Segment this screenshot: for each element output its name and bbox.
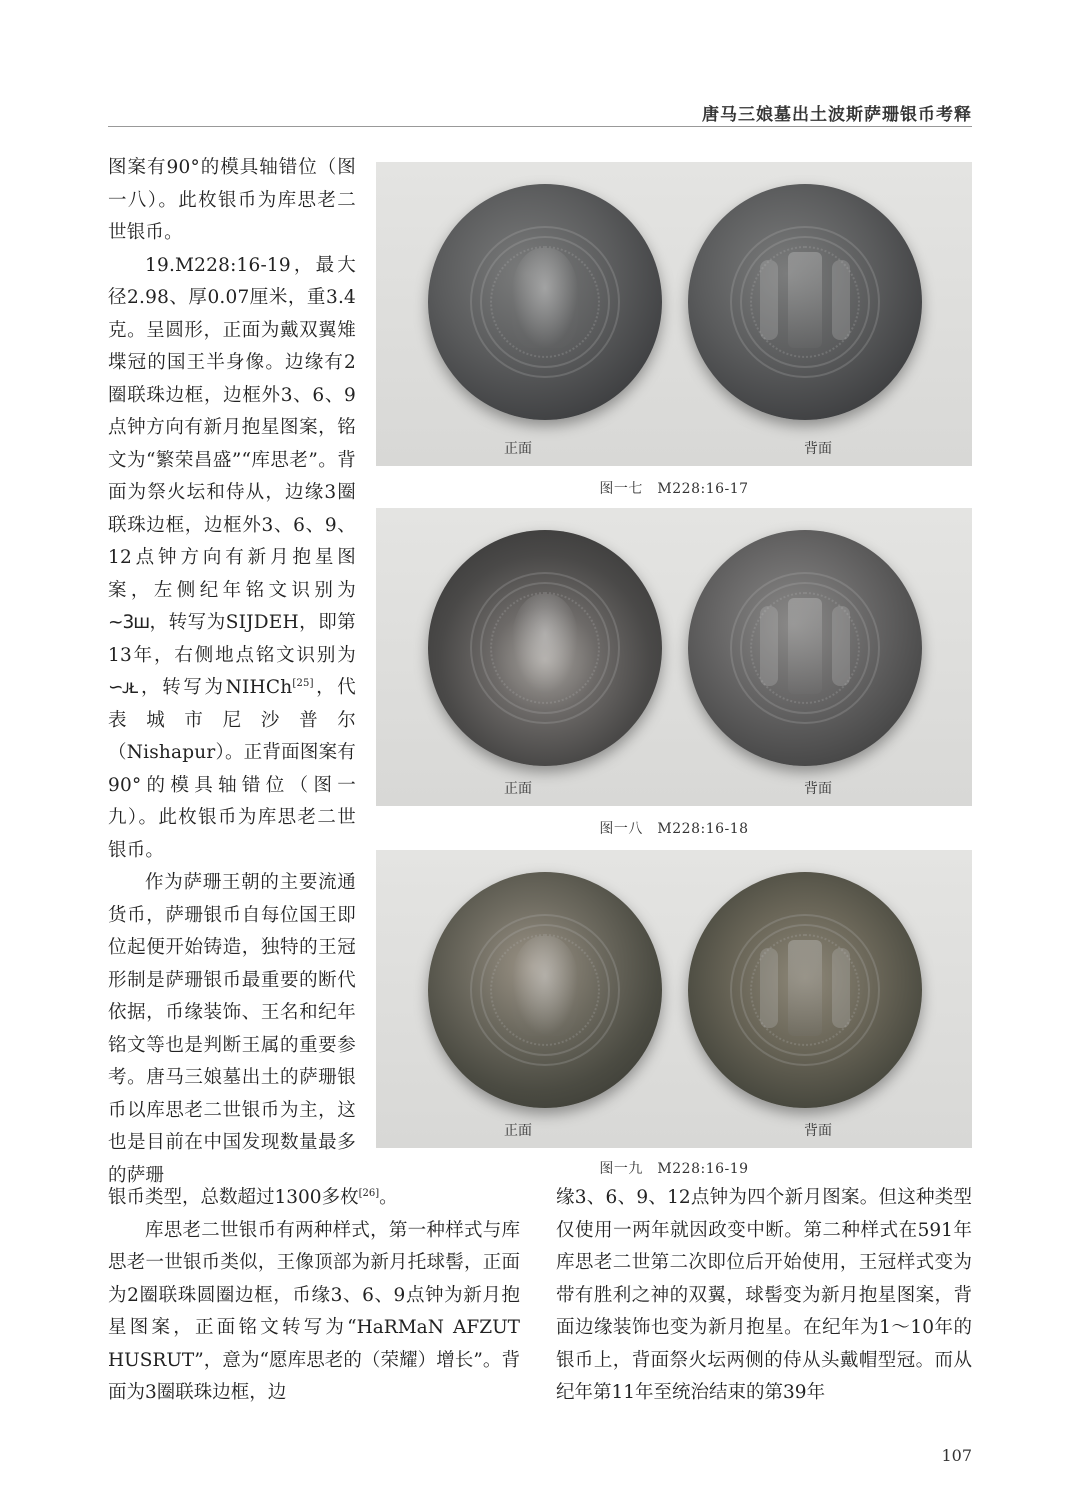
coin-19-text-d: ，代表城市尼沙普尔（Nishapur）。正背面图案有90°的模具轴错位（图一九）。此枚银币为库思老二世银币。 bbox=[108, 677, 356, 861]
footnote-ref: [26] bbox=[358, 1187, 380, 1199]
coin-obverse-image bbox=[428, 872, 662, 1108]
figure-17-caption: 图一七 M228:16-17 bbox=[599, 481, 749, 497]
footnote-ref: [25] bbox=[292, 677, 314, 689]
coin-19-text-a: 19.M228:16-19，最大径2.98、厚0.07厘米，重3.4克。呈圆形，正面为戴双翼雉堞冠的国王半身像。边缘有2圈联珠边框，边框外3、6、9点钟方向有新月抱星图案，铭文为“繁荣昌盛”“库思老”。背面为祭火坛和侍从，边缘3圈联珠边框，边框外3、6、9、12点钟方向有新月抱星图案，左侧纪年铭文识别为 bbox=[108, 254, 356, 601]
obverse-label: 正面 bbox=[504, 441, 532, 457]
paragraph-two-styles: 库思老二世银币有两种样式，第一种样式与库思老一世银币类似，王像顶部为新月托球髻，正面为2圈联珠圆圈边框，币缘3、6、9点钟为新月抱星图案，正面铭文转写为“HaRMaN AFZUT HUSRUT”，意为“愿库思老的（荣耀）增长”。背面为3圈联珠边框，边 bbox=[108, 1219, 520, 1403]
reverse-label: 背面 bbox=[804, 1123, 832, 1139]
paragraph-currency: 作为萨珊王朝的主要流通货币，萨珊银币自每位国王即位起便开始铸造，独特的王冠形制是萨珊银币最重要的断代依据，币缘装饰、王名和纪年铭文等也是判断王属的重要参考。唐马三娘墓出土的萨珊银币以库思老二世银币为主，这也是目前在中国发现数量最多的萨珊 bbox=[108, 872, 356, 1186]
running-title: 唐马三娘墓出土波斯萨珊银币考释 bbox=[702, 105, 972, 125]
figure-19-plate bbox=[376, 850, 972, 1148]
paragraph-two-styles-cont: 缘3、6、9、12点钟为四个新月图案。但这种类型仅使用一两年就因政变中断。第二种样式在591年库思老二世第二次即位后开始使用，王冠样式变为带有胜利之神的双翼，球髻变为新月抱星图案，背面边缘装饰也变为新月抱星。在纪年为1～10年的银币上，背面祭火坛两侧的侍从头戴帽型冠。而从纪年第11年至统治结束的第39年 bbox=[556, 1187, 972, 1403]
figure-18-caption: 图一八 M228:16-18 bbox=[599, 821, 749, 837]
paragraph-coin-19 bbox=[108, 250, 356, 868]
paragraph-continuation: 图案有90°的模具轴错位（图一八）。此枚银币为库思老二世银币。 bbox=[108, 157, 356, 243]
currency-end-period: 。 bbox=[379, 1187, 398, 1208]
paragraph-currency-end bbox=[108, 1182, 520, 1215]
bottom-right-column bbox=[556, 1182, 972, 1410]
coin-19-text-c: ，转写为NIHCh bbox=[138, 677, 293, 698]
figure-19-caption: 图一九 M228:16-19 bbox=[599, 1161, 749, 1177]
obverse-label: 正面 bbox=[504, 1123, 532, 1139]
coin-reverse-image bbox=[688, 872, 922, 1108]
coin-19-text-b: ，转写为SIJDEH，即第13年，右侧地点铭文识别为 bbox=[108, 612, 356, 666]
page-number: 107 bbox=[941, 1446, 972, 1465]
mint-inscription-glyph: ∽ᴊᴌ bbox=[108, 677, 139, 698]
coin-reverse-image bbox=[688, 530, 922, 766]
coin-reverse-image bbox=[688, 184, 922, 420]
currency-end-text: 银币类型，总数超过1300多枚 bbox=[108, 1187, 359, 1208]
coin-obverse-image bbox=[428, 184, 662, 420]
obverse-label: 正面 bbox=[504, 781, 532, 797]
figure-18-plate bbox=[376, 508, 972, 806]
left-text-column bbox=[108, 152, 356, 1192]
reverse-label: 背面 bbox=[804, 441, 832, 457]
figure-17-plate bbox=[376, 162, 972, 466]
reverse-label: 背面 bbox=[804, 781, 832, 797]
year-inscription-glyph: ~3ш bbox=[108, 612, 150, 633]
bottom-left-column bbox=[108, 1182, 520, 1410]
header-rule bbox=[108, 126, 972, 127]
coin-obverse-image bbox=[428, 530, 662, 766]
